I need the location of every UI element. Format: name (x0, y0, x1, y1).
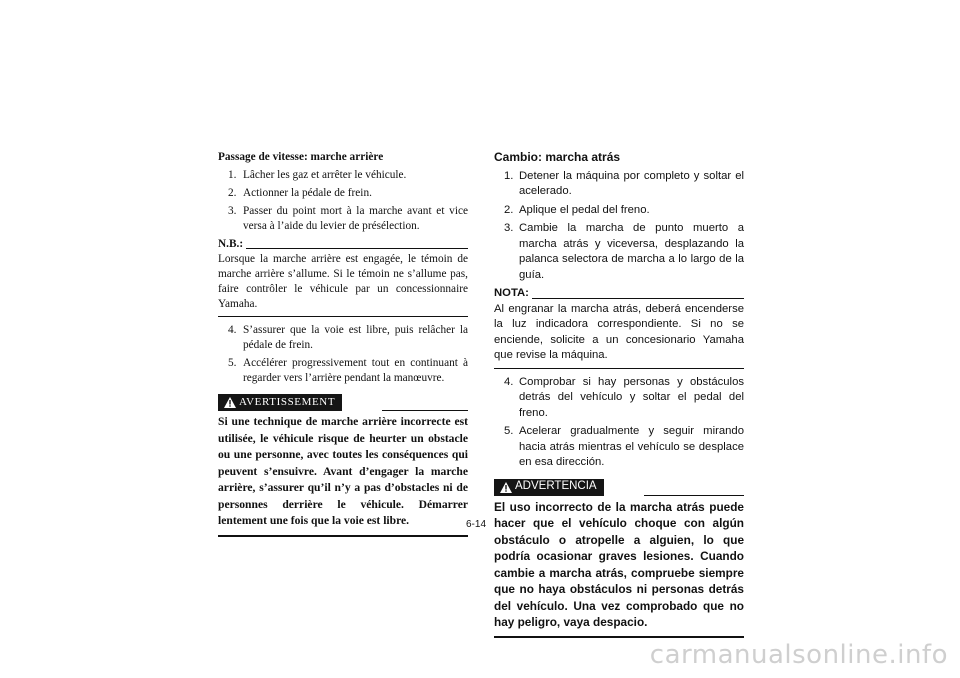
french-column (218, 150, 468, 537)
warning-badge: ADVERTENCIA (494, 479, 604, 496)
page-number: 6-14 (466, 519, 487, 530)
note-title: NOTA: (494, 286, 744, 302)
list-item: 5. Acelerar gradualmente y seguir mirando hacia atrás mientras el vehículo se desplace en esa dirección. (504, 425, 744, 468)
list-item: 2. Actionner la pédale de frein. (228, 187, 372, 199)
warning-triangle-icon (224, 397, 236, 408)
steps-list (218, 168, 468, 234)
steps-list (494, 375, 744, 471)
steps-list (494, 169, 744, 284)
list-item: 1. Lâcher les gaz et arrêter le véhicule. (228, 169, 407, 181)
spanish-column (494, 150, 744, 638)
list-item: 3. Cambie la marcha de punto muerto a marcha atrás y viceversa, desplazando la palanca selectora de marcha a lo largo de la guía. (504, 222, 744, 281)
warning-text: El uso incorrecto de la marcha atrás puede hacer que el vehículo choque con algún obstáculo o atropelle a alguien, lo que podría ocasionar graves lesiones. Cuando cambie a marcha atrás, compruebe siempre que no haya obstáculos ni personas detrás del vehículo. Una vez comprobado que no hay peligro, vaya despacio. (494, 499, 744, 638)
divider (246, 248, 468, 249)
divider (644, 495, 744, 496)
list-item: 2. Aplique el pedal del freno. (504, 203, 650, 216)
list-item: 4. Comprobar si hay personas y obstáculos detrás del vehículo y soltar el pedal del freno. (504, 375, 744, 419)
section-heading: Passage de vitesse: marche arrière (218, 151, 384, 163)
section-heading: Cambio: marcha atrás (494, 150, 621, 164)
divider (532, 298, 744, 299)
warning-text: Si une technique de marche arrière incorrecte est utilisée, le véhicule risque de heurter un obstacle ou une personne, avec toutes les conséquences qui peuvent s’ensuivre. Avant d’engager la marche arrière, s’assurer qu’il n’y a pas d’obstacles ni de personnes derrière le véhicule. Démarrer lentement une fois que la voie est libre. (218, 414, 468, 537)
note-text: Lorsque la marche arrière est engagée, le témoin de marche arrière s’allume. Si le témoin ne s’allume pas, faire contrôler le véhicule par un concessionnaire Yamaha. (218, 252, 468, 317)
warning-badge: AVERTISSEMENT (218, 394, 342, 411)
list-item: 1. Detener la máquina por completo y soltar el acelerado. (504, 169, 744, 197)
note-text: Al engranar la marcha atrás, deberá encenderse la luz indicadora correspondiente. Si no se enciende, solicite a un concesionario Yamaha que revise la máquina. (494, 302, 744, 369)
list-item: 3. Passer du point mort à la marche avant et vice versa à l’aide du levier de présélection. (228, 205, 468, 232)
warning-header (218, 394, 468, 411)
list-item: 4. S’assurer que la voie est libre, puis relâcher la pédale de frein. (228, 324, 468, 351)
note-title: N.B.: (218, 237, 468, 252)
warning-triangle-icon (500, 482, 512, 493)
divider (382, 410, 468, 411)
watermark: carmanualsonline.info (649, 640, 948, 670)
list-item: 5. Accélérer progressivement tout en continuant à regarder vers l’arrière pendant la manœuvre. (228, 357, 468, 384)
warning-header (494, 479, 744, 496)
steps-list (218, 323, 468, 386)
